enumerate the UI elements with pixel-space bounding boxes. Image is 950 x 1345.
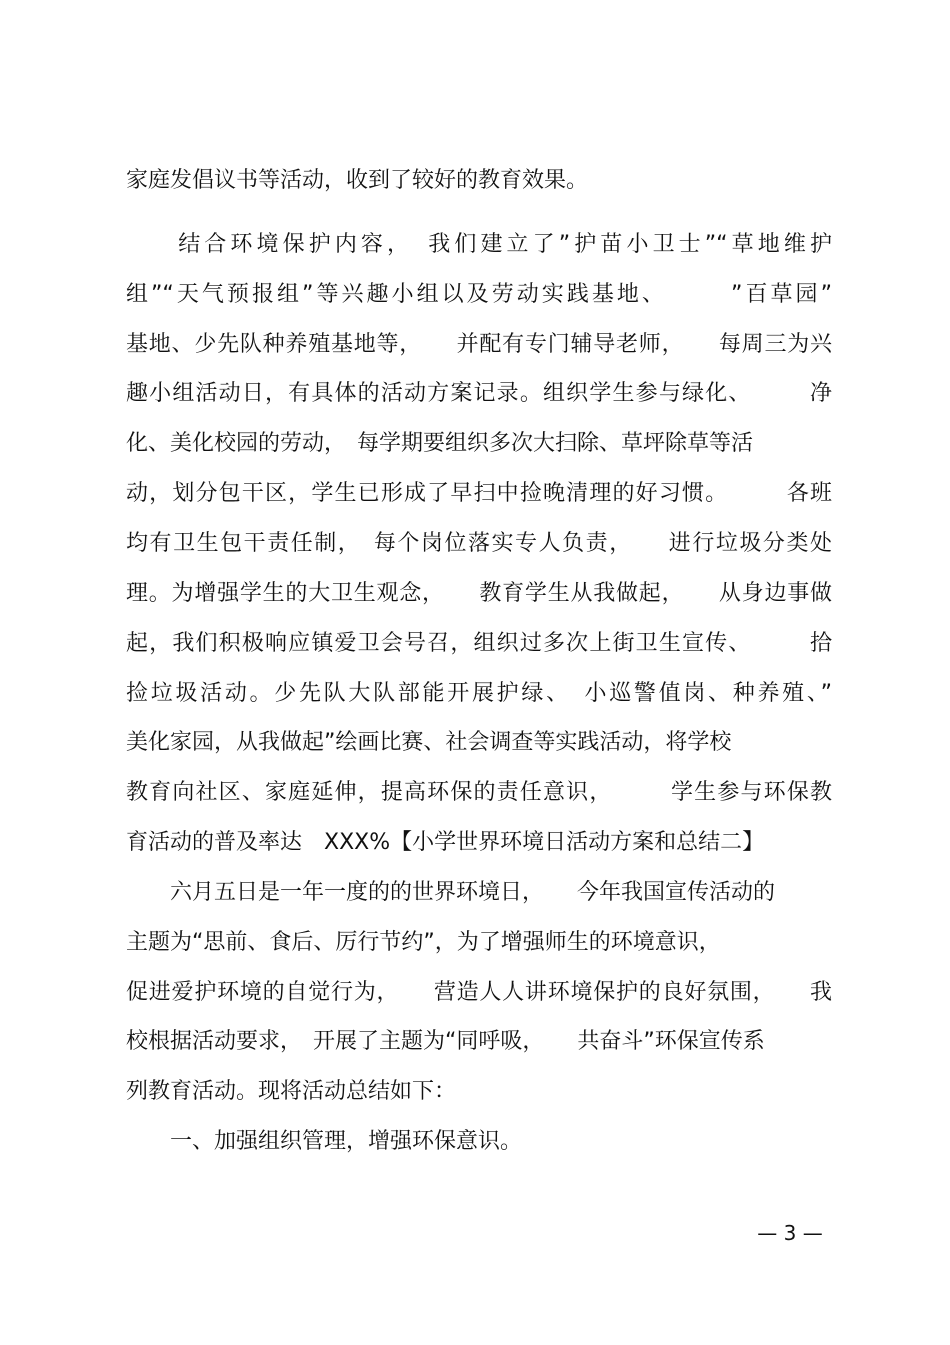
text-line-6: 化、美化校园的劳动， 每学期要组织多次大扫除、草坪除草等活 xyxy=(126,431,754,456)
text-line-18: 校根据活动要求， 开展了主题为“同呼吸， 共奋斗”环保宣传系 xyxy=(126,1029,765,1054)
text-line-13: 教育向社区、家庭延伸，提高环保的责任意识， 学生参与环保教 xyxy=(126,780,832,805)
page-number: — 3 — xyxy=(757,1221,823,1245)
text-line-19: 列教育活动。现将活动总结如下： xyxy=(126,1079,457,1104)
text-line-7: 动，划分包干区，学生已形成了早扫中捡晚清理的好习惯。 各班 xyxy=(126,481,832,506)
text-line-5: 趣小组活动日，有具体的活动方案记录。组织学生参与绿化、 净 xyxy=(126,381,832,406)
text-line-14: 育活动的普及率达 XXX%【小学世界环境日活动方案和总结二】 xyxy=(126,830,765,855)
text-line-15: 六月五日是一年一度的的世界环境日， 今年我国宣传活动的 xyxy=(126,880,776,905)
text-line-2: 结合环境保护内容， 我们建立了”护苗小卫士”“草地维护 xyxy=(126,232,832,257)
text-line-3: 组”“天气预报组”等兴趣小组以及劳动实践基地、 ”百草园” xyxy=(126,282,832,307)
text-line-11: 捡垃圾活动。少先队大队部能开展护绿、 小巡警值岗、种养殖、” xyxy=(126,681,832,706)
text-line-9: 理。为增强学生的大卫生观念， 教育学生从我做起， 从身边事做 xyxy=(126,581,832,606)
text-line-16: 主题为“思前、食后、厉行节约”，为了增强师生的环境意识， xyxy=(126,930,721,955)
text-line-1: 家庭发倡议书等活动，收到了较好的教育效果。 xyxy=(126,168,589,193)
text-line-4: 基地、少先队种养殖基地等， 并配有专门辅导老师， 每周三为兴 xyxy=(126,332,832,357)
text-line-10: 起，我们积极响应镇爱卫会号召，组织过多次上街卫生宣传、 拾 xyxy=(126,631,832,656)
text-line-12: 美化家园，从我做起”绘画比赛、社会调查等实践活动，将学校 xyxy=(126,730,732,755)
text-line-17: 促进爱护环境的自觉行为， 营造人人讲环境保护的良好氛围， 我 xyxy=(126,980,832,1005)
text-line-20: 一、加强组织管理，增强环保意识。 xyxy=(126,1129,523,1154)
text-line-8: 均有卫生包干责任制， 每个岗位落实专人负责， 进行垃圾分类处 xyxy=(126,531,832,556)
